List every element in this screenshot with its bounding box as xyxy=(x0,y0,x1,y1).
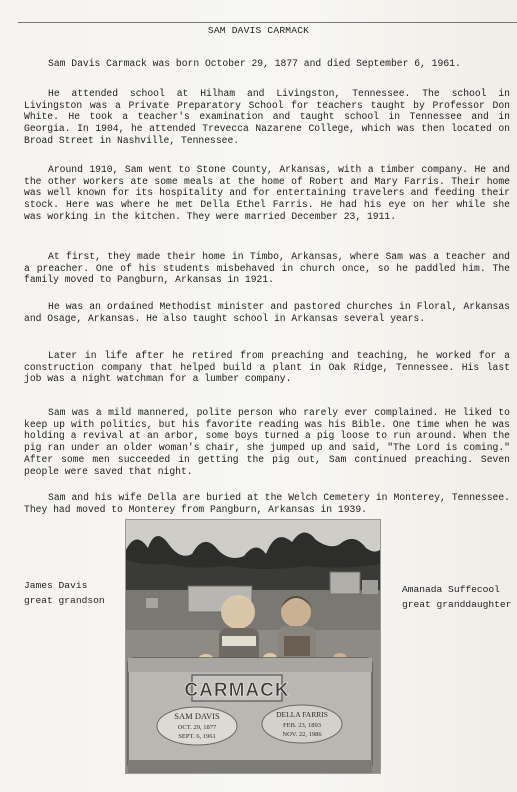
paragraph-7-text: Sam was a mild mannered, polite person who rarely ever complained. He liked to keep up with politics, but his favorite reading was his Bible. One time when he was holding a revival at an arbor, some boys turned a pig loose to run around. When the pig ran under an older woman's chair, she jumped up and said, "The Lord is coming." After some men succeeded in getting the pig out, Sam continued preaching. Seven people were saved that night. xyxy=(24,407,510,477)
caption-left-name: James Davis xyxy=(24,580,88,591)
cemetery-photo xyxy=(125,519,381,774)
headstone-right-name: DELLA FARRIS xyxy=(276,710,328,719)
headstone-right-death: NOV. 22, 1986 xyxy=(282,731,322,738)
paragraph-2-text: He attended school at Hilham and Livingston, Tennessee. The school in Livingston was a Private Preparatory School for teachers taught by Professor Don White. He took a teacher's examination and taught school in Tennessee and in Georgia. In 1904, he attended Trevecca Nazarene College, which was then located on Broad Street in Nashville, Tennessee. xyxy=(24,88,510,146)
paragraph-5-text: He was an ordained Methodist minister and pastored churches in Floral, Arkansas and Osage, Arkansas. He also taught school in Arkansas several years. xyxy=(24,301,510,324)
paragraph-7 xyxy=(24,407,510,477)
headstone-left-name: SAM DAVIS xyxy=(174,711,220,721)
caption-right-relation: great granddaughter xyxy=(402,599,512,610)
paragraph-8 xyxy=(24,492,510,515)
paragraph-1 xyxy=(24,58,510,70)
page-title: SAM DAVIS CARMACK xyxy=(207,25,310,36)
top-rule xyxy=(18,22,517,23)
paragraph-1-text: Sam Davis Carmack was born October 29, 1877 and died September 6, 1961. xyxy=(48,58,461,69)
paragraph-6-text: Later in life after he retired from preaching and teaching, he worked for a construction company that helped build a plant in Oak Ridge, Tennessee. His last job was a night watchman for a lumber company. xyxy=(24,350,510,385)
paragraph-3 xyxy=(24,164,510,223)
headstone-surname: CARMACK xyxy=(184,680,290,701)
paragraph-2 xyxy=(24,88,510,147)
caption-left-relation: great grandson xyxy=(24,595,105,606)
paragraph-8-text: Sam and his wife Della are buried at the Welch Cemetery in Monterey, Tennessee. They had moved to Monterey from Pangburn, Arkansas in 1939. xyxy=(24,492,510,515)
paragraph-5 xyxy=(24,301,510,324)
cemetery-photo-illustration xyxy=(126,520,380,773)
paragraph-6 xyxy=(24,350,510,385)
paragraph-4 xyxy=(24,251,510,286)
headstone-left-birth: OCT. 29, 1877 xyxy=(177,724,217,731)
caption-right-name: Amanada Suffecool xyxy=(402,584,500,595)
paragraph-4-text: At first, they made their home in Timbo, Arkansas, where Sam was a teacher and a preacher. One of his students misbehaved in church once, so he paddled him. The family moved to Pangburn, Arkansas in 1921. xyxy=(24,251,510,286)
caption-left xyxy=(24,578,105,608)
headstone-right-birth: FEB. 23, 1893 xyxy=(283,722,321,729)
paragraph-3-text: Around 1910, Sam went to Stone County, Arkansas, with a timber company. He and the other workers ate some meals at the home of Robert and Mary Farris. Their home was well known for its hospitality and for entertaining travelers and feeding their stock. Here was where he met Della Ethel Farris. He had his eye on her while she was working in the kitchen. They were married December 23, 1911. xyxy=(24,164,510,222)
caption-right xyxy=(402,582,517,612)
headstone-left-death: SEPT. 6, 1961 xyxy=(178,733,216,740)
